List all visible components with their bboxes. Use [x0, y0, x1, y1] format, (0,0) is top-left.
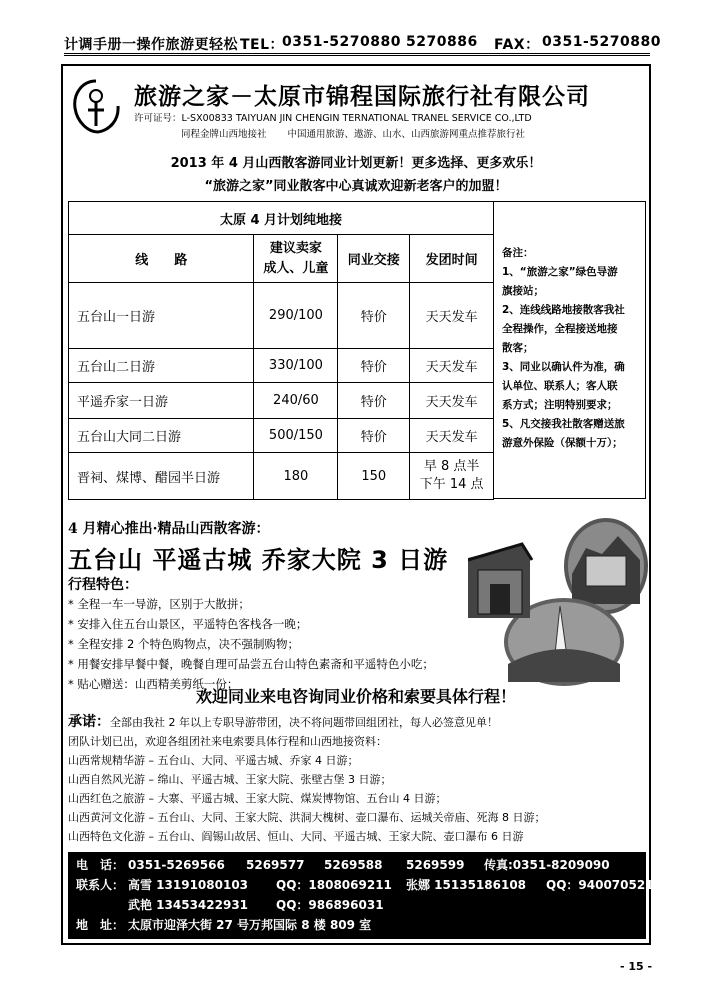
price-cell: 240/60	[254, 383, 338, 419]
notes-title: 备注：	[502, 247, 534, 259]
depart-afternoon: 下午 14 点	[419, 477, 484, 492]
note-line: 散客；	[502, 342, 534, 354]
slogan-line-2: “旅游之家”同业散客中心真诚欢迎新老客户的加盟！	[204, 179, 508, 194]
subtitle-2: 中国通用旅游、遨游、山水、山西旅游网重点推荐旅行社	[287, 129, 526, 140]
contact-phone-row	[76, 855, 638, 875]
promise-text: 全部由我社 2 年以上专职导游带团，决不将问题带回组团社，每人必签意见单！	[110, 716, 498, 729]
feature-item: * 贴心赠送：山西精美剪纸一份；	[68, 677, 239, 691]
note-line: 旗接站；	[502, 285, 544, 297]
header-price-a: 建议卖家	[269, 240, 322, 256]
fax-number: 传真:0351-8209090	[484, 858, 610, 872]
subtitle-1: 同程金牌山西地接社	[181, 129, 267, 140]
top-bar-tel1: 0351-5270880	[282, 34, 401, 50]
feature-item: * 全程安排 2 个特色购物点，决不强制购物；	[68, 637, 300, 651]
license-line: 许可证号：L-SX00833 TAIYUAN JIN CHENGIN TERNATIONAL TRANEL SERVICE CO.,LTD	[134, 113, 532, 124]
feature-item: * 安排入住五台山景区，平遥特色客栈各一晚；	[68, 617, 308, 631]
contact-block	[68, 852, 654, 939]
depart-cell: 天天发车	[410, 283, 494, 349]
route-cell: 晋祠、煤博、醋园半日游	[69, 453, 254, 500]
feature-item: * 全程一车一导游，区别于大散拼；	[68, 597, 250, 611]
depart-cell: 天天发车	[410, 349, 494, 383]
route-cell: 五台山大同二日游	[69, 419, 254, 453]
price-cell: 290/100	[254, 283, 338, 349]
features-label: 行程特色：	[68, 577, 138, 593]
note-line: 2、连线线路地接散客我社	[502, 304, 625, 316]
feature-item: * 用餐安排早餐中餐，晚餐自理可品尝五台山特色素斋和平遥特色小吃；	[68, 657, 434, 671]
price-cell: 500/150	[254, 419, 338, 453]
contact-person-2: 张娜 15135186108	[406, 878, 527, 892]
note-line: 全程操作，全程接送地接	[502, 323, 618, 335]
note-line: 系方式；注明特别要求；	[502, 399, 618, 411]
peer-cell: 特价	[338, 419, 410, 453]
contact-person-row	[76, 875, 654, 895]
contact-address-row	[76, 915, 638, 935]
note-line: 游意外保险（保额十万）；	[502, 437, 623, 449]
peer-cell: 特价	[338, 283, 410, 349]
note-line: 认单位、联系人；客人联	[502, 380, 618, 392]
depart-morning: 早 8 点半	[423, 459, 480, 474]
contact-label: 联系人：	[76, 878, 125, 892]
header-price-b: 成人、儿童	[263, 260, 329, 276]
itinerary-line: 山西常规精华游 – 五台山、大同、平遥古城、乔家 4 日游；	[68, 754, 359, 767]
table-row	[69, 419, 494, 453]
contact-qq-2: QQ：940070521	[546, 878, 654, 892]
note-line: 5、凡交接我社散客赠送旅	[502, 418, 625, 430]
price-cell: 180	[254, 453, 338, 500]
promise-label: 承诺	[68, 714, 96, 730]
table-row	[69, 349, 494, 383]
itinerary-line: 山西特色文化游 – 五台山、阎锡山故居、恒山、大同、平遥古城、王家大院、壶口瀑布 6 日游	[68, 830, 524, 843]
depart-cell: 天天发车	[410, 383, 494, 419]
depart-cell	[410, 453, 494, 500]
table-row	[69, 383, 494, 419]
peer-cell: 150	[338, 453, 410, 500]
contact-person-3: 武艳 13453422931	[128, 898, 249, 912]
notes-panel	[494, 201, 646, 499]
phone-3: 5269588	[324, 858, 383, 872]
route-cell: 五台山二日游	[69, 349, 254, 383]
peer-cell: 特价	[338, 383, 410, 419]
contact-qq-1: QQ：1808069211	[276, 878, 392, 892]
top-bar-slogan: 计调手册一操作旅游更轻松	[64, 37, 238, 53]
itinerary-line: 山西红色之旅游 – 大寨、平遥古城、王家大院、煤炭博物馆、五台山 4 日游；	[68, 792, 447, 805]
company-subtitle	[181, 126, 651, 140]
note-line: 1、“旅游之家”绿色导游	[502, 266, 618, 278]
scenic-photos-image	[468, 514, 650, 690]
top-bar-divider	[64, 53, 650, 56]
promo-heading: 4 月精心推出·精品山西散客游：	[68, 521, 270, 537]
promise-section	[68, 713, 648, 846]
depart-cell: 天天发车	[410, 419, 494, 453]
table-row	[69, 453, 494, 500]
header-peer: 同业交接	[338, 235, 410, 283]
phone-2: 5269577	[246, 858, 305, 872]
table-row	[69, 283, 494, 349]
route-cell: 平遥乔家一日游	[69, 383, 254, 419]
top-bar	[64, 34, 661, 56]
welcome-banner: 欢迎同业来电咨询同业价格和索要具体行程！	[195, 687, 516, 706]
price-cell: 330/100	[254, 349, 338, 383]
contact-person-row-2	[76, 895, 638, 915]
company-title: 旅游之家－太原市锦程国际旅行社有限公司	[134, 84, 590, 110]
header-price	[254, 235, 338, 283]
promise-line	[68, 713, 648, 732]
promo-title: 五台山 平遥古城 乔家大院 3 日游	[68, 546, 449, 574]
peer-cell: 特价	[338, 349, 410, 383]
note-line: 3、同业以确认件为准，确	[502, 361, 625, 373]
promise-colon: ：	[96, 714, 110, 730]
page-number: - 15 -	[620, 960, 653, 973]
header-route: 线 路	[69, 235, 254, 283]
header-depart: 发团时间	[410, 235, 494, 283]
slogan-line-1: 2013 年 4 月山西散客游同业计划更新！更多选择、更多欢乐！	[170, 156, 542, 171]
top-bar-fax-label: FAX：	[494, 37, 540, 53]
top-bar-tel-label: TEL：	[240, 37, 285, 53]
top-bar-fax: 0351-5270880	[542, 34, 661, 50]
phone-label: 电 话：	[76, 858, 125, 872]
phone-4: 5269599	[406, 858, 465, 872]
address-label: 地 址：	[76, 918, 125, 932]
contact-person-1: 高雪 13191080103	[128, 878, 249, 892]
features-list	[68, 594, 508, 694]
top-bar-tel2: 5270886	[406, 34, 478, 50]
itinerary-line: 团队计划已出，欢迎各组团社来电索要具体行程和山西地接资料：	[68, 735, 387, 748]
plan-table-caption: 太原 4 月计划纯地接	[69, 202, 494, 235]
route-cell: 五台山一日游	[69, 283, 254, 349]
itinerary-line: 山西自然风光游 – 绵山、平遥古城、王家大院、张壁古堡 3 日游；	[68, 773, 392, 786]
company-logo-icon	[70, 78, 122, 136]
address-text: 太原市迎泽大街 27 号万邦国际 8 楼 809 室	[128, 918, 372, 932]
phone-1: 0351-5269566	[128, 858, 225, 872]
contact-qq-3: QQ：986896031	[276, 898, 384, 912]
plan-table	[68, 201, 494, 500]
itinerary-line: 山西黄河文化游 – 五台山、大同、王家大院、洪洞大槐树、壶口瀑布、运城关帝庙、死海 8 日游；	[68, 811, 546, 824]
